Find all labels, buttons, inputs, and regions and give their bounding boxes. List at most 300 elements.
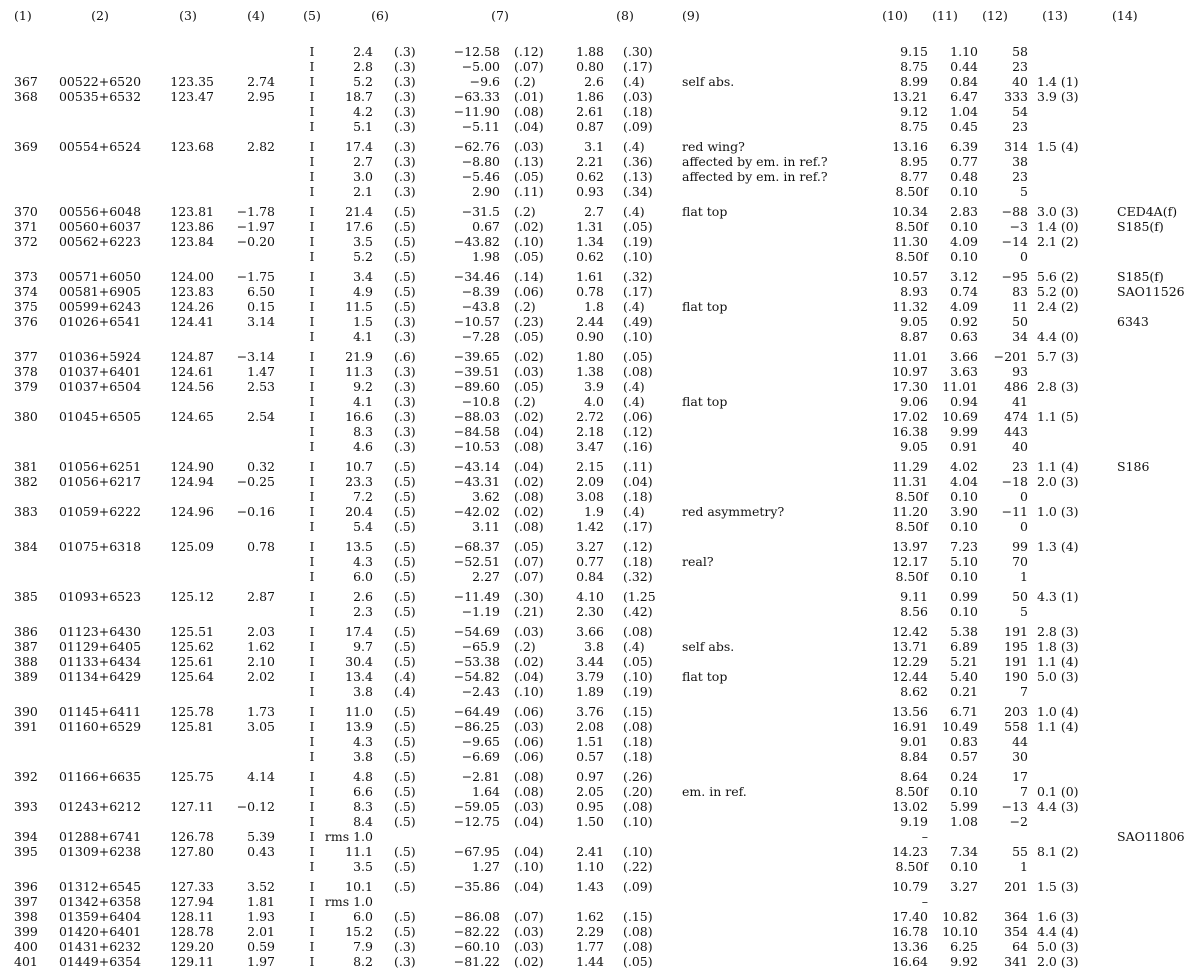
galactic-longitude-cell: 123.47: [170, 89, 214, 104]
velocity-cell: −43.14: [453, 459, 500, 474]
velocity-error-cell: (.10): [514, 234, 544, 249]
distance-cell: 11.20: [892, 504, 928, 519]
flag-cell: I: [309, 719, 315, 734]
intensity-error-cell: (.3): [394, 74, 416, 89]
galactic-latitude-cell: [222, 734, 275, 750]
remark-cell: affected by em. in ref.?: [682, 169, 828, 184]
galactic-longitude-cell: [164, 439, 214, 455]
distance-cell: –: [921, 894, 928, 909]
intensity-error-cell: (.5): [394, 459, 416, 474]
table-row: [0, 624, 1200, 640]
height-cell: 55: [1012, 844, 1028, 859]
galactic-longitude-cell: 124.94: [170, 474, 214, 489]
table-row: [0, 89, 1200, 105]
value-13-cell: 1.1 (4): [1037, 654, 1079, 669]
width-error-cell: (1.25: [623, 589, 656, 604]
table-row: [0, 669, 1200, 685]
remark-cell: [682, 269, 872, 285]
source-name-cell: 01059+6222: [58, 504, 142, 519]
flag-cell: I: [309, 799, 315, 814]
table-row: [0, 554, 1200, 570]
identification-cell: [1117, 719, 1200, 735]
remark-cell: flat top: [682, 299, 728, 314]
identification-cell: [1117, 909, 1200, 925]
value-13-cell: 1.4 (0): [1037, 219, 1079, 234]
width-cell: 1.8: [584, 299, 604, 314]
flag-cell: I: [309, 394, 315, 409]
identification-cell: [1117, 74, 1200, 90]
width-cell: 1.44: [576, 954, 604, 969]
distance-cell: 16.91: [892, 719, 928, 734]
galactic-longitude-cell: 124.56: [170, 379, 214, 394]
velocity-cell: −8.39: [461, 284, 500, 299]
velocity-cell: −88.03: [453, 409, 500, 424]
galactic-longitude-cell: [164, 489, 214, 505]
entry-number-cell: [14, 604, 48, 620]
intensity-error-cell: [394, 829, 424, 845]
identification-cell: SAO11526: [1117, 284, 1185, 299]
velocity-cell: −5.00: [461, 59, 500, 74]
identification-cell: [1117, 234, 1200, 250]
galactic-longitude-cell: [164, 684, 214, 700]
width-error-cell: (.17): [623, 284, 653, 299]
width-cell: 2.72: [576, 409, 604, 424]
intensity-cell: 3.5: [353, 234, 373, 249]
flag-cell: I: [309, 554, 315, 569]
source-name-cell: 01309+6238: [58, 844, 142, 859]
radius-cell: 4.09: [950, 234, 978, 249]
flag-cell: I: [309, 704, 315, 719]
intensity-error-cell: (.5): [394, 474, 416, 489]
remark-cell: real?: [682, 554, 714, 569]
width-cell: 2.7: [584, 204, 604, 219]
entry-number-cell: 391: [14, 719, 38, 734]
velocity-error-cell: (.08): [514, 519, 544, 534]
velocity-error-cell: (.11): [514, 184, 544, 199]
value-13-cell: 1.3 (4): [1037, 539, 1079, 554]
velocity-error-cell: (.05): [514, 379, 544, 394]
remark-cell: [682, 119, 872, 135]
entry-number-cell: [14, 394, 48, 410]
galactic-longitude-cell: 123.86: [170, 219, 214, 234]
radius-cell: 0.10: [950, 784, 978, 799]
galactic-latitude-cell: −1.75: [236, 269, 275, 284]
galactic-latitude-cell: 2.01: [247, 924, 275, 939]
velocity-cell: −53.38: [453, 654, 500, 669]
width-cell: 3.76: [576, 704, 604, 719]
flag-cell: I: [309, 474, 315, 489]
galactic-longitude-cell: [164, 329, 214, 345]
intensity-error-cell: (.3): [394, 59, 416, 74]
intensity-error-cell: (.5): [394, 569, 416, 584]
entry-number-cell: 367: [14, 74, 38, 89]
value-13-cell: 5.7 (3): [1037, 349, 1079, 364]
velocity-error-cell: (.06): [514, 704, 544, 719]
velocity-cell: −10.57: [453, 314, 500, 329]
width-cell: 1.34: [576, 234, 604, 249]
intensity-error-cell: (.6): [394, 349, 416, 364]
col-header-1: (1): [14, 8, 32, 23]
radius-cell: 5.99: [950, 799, 978, 814]
intensity-error-cell: (.5): [394, 219, 416, 234]
intensity-cell: 7.2: [353, 489, 373, 504]
entry-number-cell: 380: [14, 409, 38, 424]
height-cell: 40: [1012, 74, 1028, 89]
identification-cell: [1117, 684, 1200, 700]
height-cell: 364: [1004, 909, 1028, 924]
intensity-cell: 20.4: [345, 504, 373, 519]
table-row: [0, 639, 1200, 655]
intensity-cell: 3.0: [353, 169, 373, 184]
galactic-latitude-cell: [222, 329, 275, 345]
radius-cell: 10.10: [942, 924, 978, 939]
value-13-cell: 5.2 (0): [1037, 284, 1079, 299]
source-name-cell: 01449+6354: [58, 954, 142, 969]
intensity-error-cell: (.3): [394, 939, 416, 954]
table-row: [0, 349, 1200, 365]
entry-number-cell: [14, 329, 48, 345]
identification-cell: [1117, 169, 1200, 185]
entry-number-cell: 375: [14, 299, 38, 314]
intensity-cell: 4.3: [353, 734, 373, 749]
identification-cell: [1117, 489, 1200, 505]
intensity-error-cell: (.5): [394, 554, 416, 569]
width-cell: 1.42: [576, 519, 604, 534]
remark-cell: [682, 184, 872, 200]
radius-cell: 0.45: [950, 119, 978, 134]
width-cell: [562, 894, 604, 910]
intensity-error-cell: (.5): [394, 654, 416, 669]
radius-cell: 3.66: [950, 349, 978, 364]
galactic-longitude-cell: [164, 554, 214, 570]
entry-number-cell: [14, 554, 48, 570]
height-cell: 23: [1012, 169, 1028, 184]
distance-cell: –: [921, 829, 928, 844]
width-error-cell: (.10): [623, 669, 653, 684]
width-error-cell: (.08): [623, 624, 653, 639]
radius-cell: 10.82: [942, 909, 978, 924]
intensity-cell: 13.9: [345, 719, 373, 734]
velocity-cell: −81.22: [453, 954, 500, 969]
intensity-error-cell: (.5): [394, 284, 416, 299]
identification-cell: [1117, 249, 1200, 265]
entry-number-cell: [14, 424, 48, 440]
width-cell: 1.61: [576, 269, 604, 284]
intensity-error-cell: (.3): [394, 184, 416, 199]
source-name-cell: [44, 814, 156, 830]
galactic-longitude-cell: [164, 249, 214, 265]
galactic-longitude-cell: [164, 44, 214, 60]
height-cell: 11: [1012, 299, 1028, 314]
value-13-cell: [1037, 424, 1103, 440]
remark-cell: [682, 684, 872, 700]
intensity-cell: 1.5: [353, 314, 373, 329]
remark-cell: [682, 954, 872, 970]
width-error-cell: (.4): [623, 74, 645, 89]
radius-cell: 0.48: [950, 169, 978, 184]
flag-cell: I: [309, 734, 315, 749]
width-cell: 4.10: [576, 589, 604, 604]
intensity-cell: 17.6: [345, 219, 373, 234]
entry-number-cell: [14, 104, 48, 120]
velocity-error-cell: (.02): [514, 954, 544, 969]
source-name-cell: [44, 569, 156, 585]
width-error-cell: (.49): [623, 314, 653, 329]
intensity-cell: 17.4: [345, 139, 373, 154]
entry-number-cell: [14, 44, 48, 60]
table-row: [0, 379, 1200, 395]
velocity-error-cell: (.03): [514, 799, 544, 814]
remark-cell: [682, 589, 872, 605]
table-row: [0, 704, 1200, 720]
identification-cell: [1117, 924, 1200, 940]
radius-cell: 0.21: [950, 684, 978, 699]
identification-cell: [1117, 154, 1200, 170]
col-header-2: (2): [91, 8, 109, 23]
flag-cell: I: [309, 519, 315, 534]
width-error-cell: (.18): [623, 734, 653, 749]
width-error-cell: (.20): [623, 784, 653, 799]
velocity-cell: −2.81: [461, 769, 500, 784]
source-name-cell: 00556+6048: [58, 204, 142, 219]
source-name-cell: [44, 684, 156, 700]
flag-cell: I: [309, 154, 315, 169]
entry-number-cell: 400: [14, 939, 38, 954]
remark-cell: [682, 284, 872, 300]
width-cell: 1.62: [576, 909, 604, 924]
height-cell: 5: [1020, 604, 1028, 619]
intensity-cell: 7.9: [353, 939, 373, 954]
entry-number-cell: 399: [14, 924, 38, 939]
identification-cell: [1117, 939, 1200, 955]
distance-cell: 8.50f: [895, 249, 928, 264]
value-13-cell: 0.1 (0): [1037, 784, 1079, 799]
identification-cell: [1117, 379, 1200, 395]
intensity-error-cell: (.5): [394, 769, 416, 784]
width-cell: 0.93: [576, 184, 604, 199]
height-cell: 99: [1012, 539, 1028, 554]
galactic-latitude-cell: [222, 184, 275, 200]
height-cell: −13: [1001, 799, 1028, 814]
identification-cell: [1117, 894, 1200, 910]
width-error-cell: (.26): [623, 769, 653, 784]
intensity-cell: 2.6: [353, 589, 373, 604]
identification-cell: [1117, 409, 1200, 425]
galactic-latitude-cell: 5.39: [247, 829, 275, 844]
identification-cell: [1117, 589, 1200, 605]
source-name-cell: 01056+6251: [58, 459, 142, 474]
flag-cell: I: [309, 814, 315, 829]
height-cell: 7: [1020, 684, 1028, 699]
galactic-latitude-cell: 2.74: [247, 74, 275, 89]
galactic-longitude-cell: 125.75: [170, 769, 214, 784]
intensity-error-cell: (.3): [394, 154, 416, 169]
velocity-cell: −10.53: [453, 439, 500, 454]
height-cell: 40: [1012, 439, 1028, 454]
intensity-cell: 9.7: [353, 639, 373, 654]
height-cell: 64: [1012, 939, 1028, 954]
galactic-longitude-cell: [164, 569, 214, 585]
intensity-cell: 8.2: [353, 954, 373, 969]
identification-cell: [1117, 89, 1200, 105]
velocity-cell: −64.49: [453, 704, 500, 719]
galactic-latitude-cell: [222, 749, 275, 765]
galactic-latitude-cell: 3.05: [247, 719, 275, 734]
entry-number-cell: 397: [14, 894, 38, 909]
velocity-cell: −12.58: [453, 44, 500, 59]
galactic-longitude-cell: 125.09: [170, 539, 214, 554]
table-row: [0, 504, 1200, 520]
galactic-longitude-cell: 124.00: [170, 269, 214, 284]
identification-cell: [1117, 394, 1200, 410]
radius-cell: 1.10: [950, 44, 978, 59]
entry-number-cell: [14, 569, 48, 585]
entry-number-cell: 368: [14, 89, 38, 104]
galactic-longitude-cell: [164, 519, 214, 535]
galactic-latitude-cell: 2.02: [247, 669, 275, 684]
flag-cell: I: [309, 74, 315, 89]
distance-cell: 11.29: [892, 459, 928, 474]
radius-cell: 4.02: [950, 459, 978, 474]
source-name-cell: [44, 184, 156, 200]
velocity-error-cell: (.23): [514, 314, 544, 329]
flag-cell: I: [309, 249, 315, 264]
identification-cell: SAO11806: [1117, 829, 1185, 844]
remark-cell: red asymmetry?: [682, 504, 785, 519]
intensity-cell: 4.3: [353, 554, 373, 569]
flag-cell: I: [309, 569, 315, 584]
height-cell: −11: [1001, 504, 1028, 519]
source-name-cell: 01056+6217: [58, 474, 142, 489]
table-row: [0, 139, 1200, 155]
intensity-error-cell: (.5): [394, 504, 416, 519]
distance-cell: 13.56: [892, 704, 928, 719]
table-row: [0, 184, 1200, 200]
remark-cell: [682, 569, 872, 585]
source-name-cell: 01420+6401: [58, 924, 142, 939]
intensity-cell: 13.4: [345, 669, 373, 684]
galactic-longitude-cell: 124.41: [170, 314, 214, 329]
distance-cell: 16.78: [892, 924, 928, 939]
distance-cell: 11.31: [892, 474, 928, 489]
remark-cell: [682, 909, 872, 925]
flag-cell: I: [309, 269, 315, 284]
source-name-cell: 01359+6404: [58, 909, 142, 924]
velocity-cell: −84.58: [453, 424, 500, 439]
distance-cell: 8.84: [900, 749, 928, 764]
distance-cell: 13.02: [892, 799, 928, 814]
intensity-cell: 2.4: [353, 44, 373, 59]
velocity-error-cell: (.2): [514, 74, 536, 89]
table-row: [0, 204, 1200, 220]
col-header-14: (14): [1112, 8, 1138, 23]
value-13-cell: 4.4 (0): [1037, 329, 1079, 344]
intensity-cell: 2.1: [353, 184, 373, 199]
width-cell: 0.77: [576, 554, 604, 569]
table-row: [0, 859, 1200, 875]
distance-cell: 10.97: [892, 364, 928, 379]
radius-cell: 9.92: [950, 954, 978, 969]
flag-cell: I: [309, 409, 315, 424]
source-name-cell: 01026+6541: [58, 314, 142, 329]
width-error-cell: (.04): [623, 474, 653, 489]
radius-cell: 5.21: [950, 654, 978, 669]
width-error-cell: (.15): [623, 704, 653, 719]
galactic-longitude-cell: 127.33: [170, 879, 214, 894]
velocity-error-cell: (.08): [514, 769, 544, 784]
height-cell: [980, 829, 1028, 845]
remark-cell: [682, 719, 872, 735]
flag-cell: I: [309, 234, 315, 249]
width-cell: 3.8: [584, 639, 604, 654]
radius-cell: 10.49: [942, 719, 978, 734]
radius-cell: 5.38: [950, 624, 978, 639]
velocity-error-cell: (.04): [514, 669, 544, 684]
identification-cell: [1117, 624, 1200, 640]
intensity-error-cell: (.5): [394, 624, 416, 639]
width-cell: 1.89: [576, 684, 604, 699]
remark-cell: [682, 769, 872, 785]
table-row: [0, 799, 1200, 815]
table-row: [0, 409, 1200, 425]
velocity-error-cell: (.30): [514, 589, 544, 604]
width-error-cell: (.13): [623, 169, 653, 184]
entry-number-cell: [14, 169, 48, 185]
identification-cell: [1117, 439, 1200, 455]
galactic-longitude-cell: [164, 59, 214, 75]
width-error-cell: (.18): [623, 749, 653, 764]
distance-cell: 8.93: [900, 284, 928, 299]
source-name-cell: 00560+6037: [58, 219, 142, 234]
intensity-error-cell: (.3): [394, 119, 416, 134]
radius-cell: 0.10: [950, 519, 978, 534]
entry-number-cell: [14, 749, 48, 765]
value-13-cell: 1.1 (4): [1037, 719, 1079, 734]
remark-cell: [682, 89, 872, 105]
source-name-cell: 01037+6504: [58, 379, 142, 394]
identification-cell: [1117, 639, 1200, 655]
remark-cell: red wing?: [682, 139, 745, 154]
table-row: [0, 844, 1200, 860]
source-name-cell: 01166+6635: [58, 769, 142, 784]
remark-cell: affected by em. in ref.?: [682, 154, 828, 169]
width-cell: 2.44: [576, 314, 604, 329]
value-13-cell: 2.0 (3): [1037, 474, 1079, 489]
galactic-longitude-cell: [164, 394, 214, 410]
width-cell: [562, 829, 604, 845]
entry-number-cell: 383: [14, 504, 38, 519]
intensity-error-cell: (.5): [394, 589, 416, 604]
galactic-latitude-cell: [222, 859, 275, 875]
identification-cell: [1117, 784, 1200, 800]
source-name-cell: [44, 169, 156, 185]
height-cell: 1: [1020, 859, 1028, 874]
intensity-cell: 8.3: [353, 424, 373, 439]
entry-number-cell: 392: [14, 769, 38, 784]
width-error-cell: (.34): [623, 184, 653, 199]
width-cell: 2.6: [584, 74, 604, 89]
identification-cell: [1117, 104, 1200, 120]
width-cell: 1.31: [576, 219, 604, 234]
intensity-cell: 4.1: [353, 394, 373, 409]
remark-cell: [682, 879, 872, 895]
intensity-cell: 4.1: [353, 329, 373, 344]
identification-cell: CED4A(f): [1117, 204, 1178, 219]
radius-cell: 6.39: [950, 139, 978, 154]
intensity-error-cell: [394, 894, 424, 910]
source-name-cell: [44, 329, 156, 345]
identification-cell: [1117, 859, 1200, 875]
